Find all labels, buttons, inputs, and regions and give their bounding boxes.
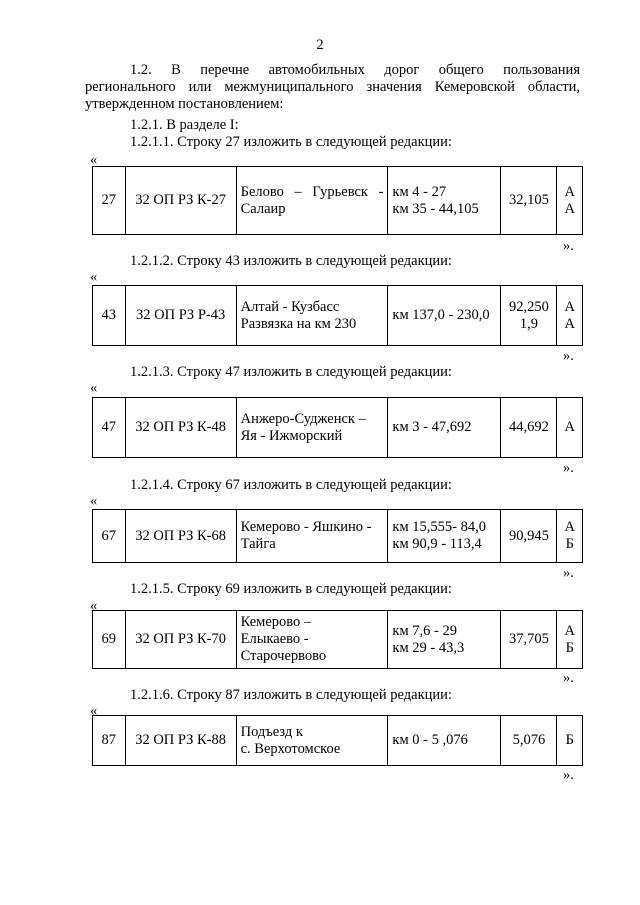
km-line: км 4 - 27 [392,183,447,200]
length-line: 90,945 [509,527,549,544]
road-name-line: Салаир [240,200,286,217]
category-line: Б [565,536,574,552]
km-line: км 7,6 - 29 [392,622,457,639]
road-table [92,715,583,766]
close-quote: ». [563,767,574,783]
close-quote: ». [563,348,574,364]
road-name-line: Тайга [240,536,276,552]
category-line: А [564,419,575,435]
road-length [501,167,557,235]
km-line: км 3 - 47,692 [392,419,472,435]
road-category [557,167,583,235]
open-quote: « [90,493,98,509]
open-quote: « [90,598,98,614]
road-category [557,716,583,766]
table-row [93,398,583,458]
item-heading: 1.2.1.2. Строку 43 изложить в следующей редакции: [130,253,452,269]
road-name-line: с. Верхотомское [240,740,341,757]
road-name [236,510,388,563]
road-length [501,716,557,766]
road-km [388,510,501,563]
road-code: 32 ОП РЗ К-68 [125,510,236,563]
row-number: 87 [93,716,126,766]
row-number: 43 [93,286,126,346]
length-line: 44,692 [509,419,549,435]
km-line: км 90,9 - 113,4 [392,536,482,552]
road-name [236,611,388,669]
length-line: 37,705 [509,631,549,647]
intro-line-3: утвержденном постановлением: [85,96,284,112]
row-number: 47 [93,398,126,458]
row-number: 67 [93,510,126,563]
item-heading: 1.2.1.3. Строку 47 изложить в следующей редакции: [130,364,452,380]
open-quote: « [90,152,98,168]
road-length [501,510,557,563]
km-line: км 29 - 43,3 [392,639,465,656]
item-heading: 1.2.1.6. Строку 87 изложить в следующей редакции: [130,687,452,703]
km-line: км 15,555- 84,0 [392,519,486,535]
category-line: А [564,200,575,217]
road-name-line: Кемерово - Яшкино - [240,519,372,535]
close-quote: ». [563,565,574,581]
table-row [93,611,583,669]
row-number: 27 [93,167,126,235]
road-name-line: Анжеро-Судженск – [240,410,366,427]
road-name [236,286,388,346]
road-category [557,510,583,563]
category-line: Б [565,639,574,656]
category-line: Б [565,732,574,748]
length-line: 5,076 [512,732,546,748]
road-km [388,611,501,669]
road-table [92,397,583,458]
open-quote: « [90,269,98,285]
intro-line-1: 1.2. В перечне автомобильных дорог общего пользования [130,62,580,78]
road-km [388,716,501,766]
road-name [236,716,388,766]
road-category [557,286,583,346]
road-length [501,286,557,346]
close-quote: ». [563,238,574,254]
intro-paragraph [85,62,580,113]
road-length [501,398,557,458]
road-code: 32 ОП РЗ К-48 [125,398,236,458]
road-name-line: Кемерово – [240,614,312,630]
road-name-line: Белово – Гурьевск - [240,183,384,200]
item-heading: 1.2.1.1. Строку 27 изложить в следующей редакции: [130,134,452,150]
table-row [93,286,583,346]
road-name-line: Старочервово [240,648,327,664]
length-line: 1,9 [519,315,539,332]
table-row [93,716,583,766]
page-number: 2 [316,37,324,53]
road-code: 32 ОП РЗ К-70 [125,611,236,669]
road-km [388,286,501,346]
category-line: А [564,315,575,332]
road-name-line: Подъезд к [240,723,303,740]
item-heading: 1.2.1.5. Строку 69 изложить в следующей редакции: [130,581,452,597]
open-quote: « [90,380,98,396]
road-name-line: Алтай - Кузбасс [240,298,340,315]
km-line: км 137,0 - 230,0 [392,307,490,323]
intro-line-2: регионального или межмуниципального значения Кемеровской области, [85,79,580,95]
road-code: 32 ОП РЗ Р-43 [125,286,236,346]
length-line: 32,105 [509,192,549,208]
category-line: А [564,519,575,535]
category-line: А [564,183,575,200]
km-line: км 35 - 44,105 [392,200,479,217]
close-quote: ». [563,670,574,686]
road-name [236,167,388,235]
table-row [93,167,583,235]
open-quote: « [90,703,98,719]
section-heading: 1.2.1. В разделе I: [130,117,239,133]
category-line: А [564,298,575,315]
road-code: 32 ОП РЗ К-88 [125,716,236,766]
road-category [557,398,583,458]
table-row [93,510,583,563]
road-km [388,398,501,458]
item-heading: 1.2.1.4. Строку 67 изложить в следующей редакции: [130,477,452,493]
row-number: 69 [93,611,126,669]
road-table [92,509,583,563]
road-km [388,167,501,235]
road-name-line: Яя - Ижморский [240,427,343,444]
length-line: 92,250 [509,298,549,315]
road-code: 32 ОП РЗ К-27 [125,167,236,235]
road-name-line: Елыкаево - [240,631,309,647]
road-table [92,285,583,346]
road-category [557,611,583,669]
road-length [501,611,557,669]
road-table [92,166,583,235]
road-table [92,610,583,669]
road-name-line: Развязка на км 230 [240,315,357,332]
category-line: А [564,622,575,639]
close-quote: ». [563,460,574,476]
km-line: км 0 - 5 ,076 [392,732,468,748]
road-name [236,398,388,458]
